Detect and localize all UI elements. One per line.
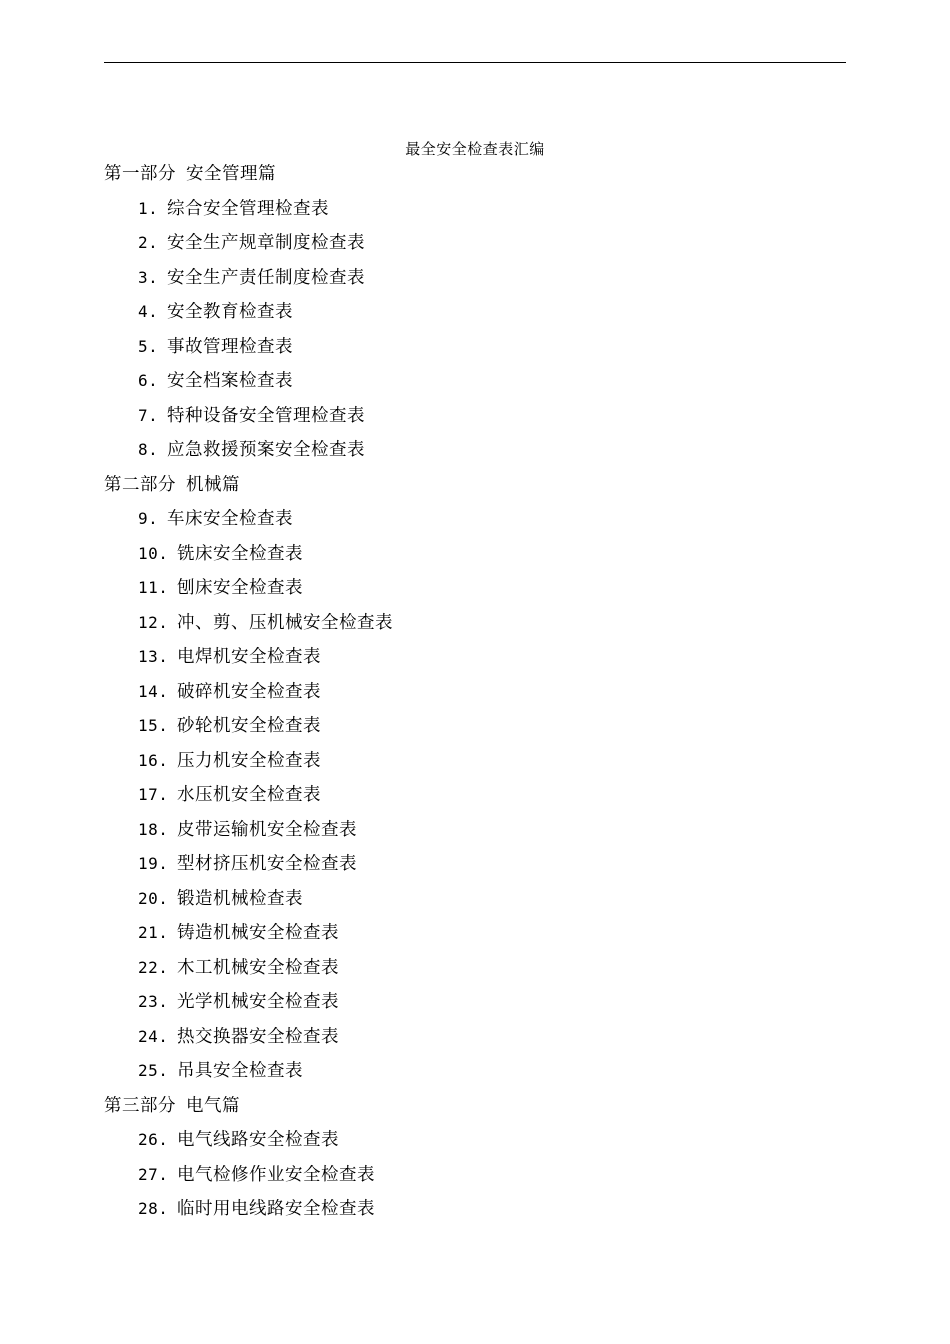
toc-item	[104, 226, 846, 261]
toc-item-number: 16.	[138, 750, 169, 770]
toc-item-number: 20.	[138, 888, 169, 908]
table-of-contents	[104, 157, 846, 1227]
toc-item-label: 压力机安全检查表	[177, 750, 321, 771]
toc-item	[104, 330, 846, 365]
toc-item-number: 10.	[138, 543, 169, 563]
toc-item-number: 27.	[138, 1164, 169, 1184]
toc-item	[104, 778, 846, 813]
toc-item-label: 水压机安全检查表	[177, 785, 321, 805]
toc-item	[104, 502, 846, 537]
toc-item-label: 车床安全检查表	[167, 509, 293, 529]
toc-item-number: 26.	[138, 1130, 169, 1149]
toc-item-number: 2.	[138, 233, 159, 252]
toc-item-number: 17.	[138, 785, 169, 804]
toc-item	[104, 675, 846, 710]
toc-item	[104, 951, 846, 986]
toc-item-number: 21.	[138, 923, 169, 942]
section-name: 安全管理篇	[186, 164, 276, 184]
toc-item-label: 临时用电线路安全检查表	[177, 1199, 375, 1219]
toc-item-label: 冲、剪、压机械安全检查表	[177, 612, 393, 633]
toc-item-number: 6.	[138, 371, 159, 390]
toc-item-label: 皮带运输机安全检查表	[177, 819, 357, 840]
toc-item	[104, 606, 846, 641]
toc-item-label: 安全生产责任制度检查表	[167, 267, 365, 288]
toc-item	[104, 813, 846, 848]
section-number: 第一部分	[104, 164, 176, 184]
toc-item-label: 木工机械安全检查表	[177, 957, 339, 978]
toc-item-number: 7.	[138, 405, 159, 425]
toc-item-number: 18.	[138, 819, 169, 839]
toc-item-number: 14.	[138, 681, 169, 701]
toc-item-number: 12.	[138, 612, 169, 632]
toc-item-label: 应急救援预案安全检查表	[167, 440, 365, 460]
toc-item-number: 25.	[138, 1061, 169, 1080]
toc-item	[104, 295, 846, 330]
toc-item-number: 3.	[138, 267, 159, 287]
toc-item	[104, 847, 846, 882]
toc-item-number: 9.	[138, 509, 159, 528]
toc-item-label: 吊具安全检查表	[177, 1061, 303, 1081]
header-rule	[104, 62, 846, 63]
toc-item-label: 电气线路安全检查表	[177, 1130, 339, 1150]
toc-item-number: 23.	[138, 992, 169, 1011]
section-name: 电气篇	[186, 1095, 240, 1116]
toc-item	[104, 640, 846, 675]
toc-item-label: 安全档案检查表	[167, 371, 293, 391]
toc-item-label: 电焊机安全检查表	[177, 647, 321, 667]
toc-item-number: 1.	[138, 198, 159, 218]
toc-item-label: 电气检修作业安全检查表	[177, 1164, 375, 1185]
section-heading	[104, 157, 846, 192]
toc-item-label: 事故管理检查表	[167, 336, 293, 357]
toc-item-label: 安全生产规章制度检查表	[167, 233, 365, 253]
toc-item	[104, 1158, 846, 1193]
toc-item-number: 8.	[138, 440, 159, 459]
toc-item	[104, 744, 846, 779]
toc-item-label: 型材挤压机安全检查表	[177, 854, 357, 874]
section-heading	[104, 1089, 846, 1124]
toc-item-label: 砂轮机安全检查表	[177, 716, 321, 736]
toc-item-label: 热交换器安全检查表	[177, 1026, 339, 1047]
toc-item-label: 铣床安全检查表	[177, 543, 303, 564]
toc-item	[104, 1123, 846, 1158]
toc-item	[104, 399, 846, 434]
section-name: 机械篇	[186, 474, 240, 495]
toc-item-label: 锻造机械检查表	[177, 888, 303, 909]
toc-item	[104, 1192, 846, 1227]
toc-item	[104, 882, 846, 917]
toc-item-label: 安全教育检查表	[167, 302, 293, 322]
section-number: 第三部分	[104, 1095, 176, 1116]
toc-item-label: 铸造机械安全检查表	[177, 923, 339, 943]
section-heading	[104, 468, 846, 503]
toc-item-label: 破碎机安全检查表	[177, 681, 321, 702]
toc-item	[104, 709, 846, 744]
toc-item-number: 5.	[138, 336, 159, 356]
toc-item	[104, 916, 846, 951]
toc-item	[104, 1054, 846, 1089]
toc-item-number: 28.	[138, 1199, 169, 1218]
toc-item-number: 11.	[138, 578, 169, 597]
toc-item	[104, 537, 846, 572]
toc-item	[104, 571, 846, 606]
toc-item-number: 13.	[138, 647, 169, 666]
section-number: 第二部分	[104, 474, 176, 495]
toc-item-number: 4.	[138, 302, 159, 321]
toc-item	[104, 192, 846, 227]
toc-item-number: 15.	[138, 716, 169, 735]
toc-item-label: 特种设备安全管理检查表	[167, 405, 365, 426]
toc-item	[104, 985, 846, 1020]
toc-item	[104, 1020, 846, 1055]
toc-item-number: 22.	[138, 957, 169, 977]
toc-item-number: 19.	[138, 854, 169, 873]
toc-item-label: 光学机械安全检查表	[177, 992, 339, 1012]
toc-item	[104, 364, 846, 399]
toc-item-label: 刨床安全检查表	[177, 578, 303, 598]
toc-item-label: 综合安全管理检查表	[167, 198, 329, 219]
document-title: 最全安全检查表汇编	[405, 140, 545, 158]
toc-item	[104, 261, 846, 296]
toc-item-number: 24.	[138, 1026, 169, 1046]
toc-item	[104, 433, 846, 468]
